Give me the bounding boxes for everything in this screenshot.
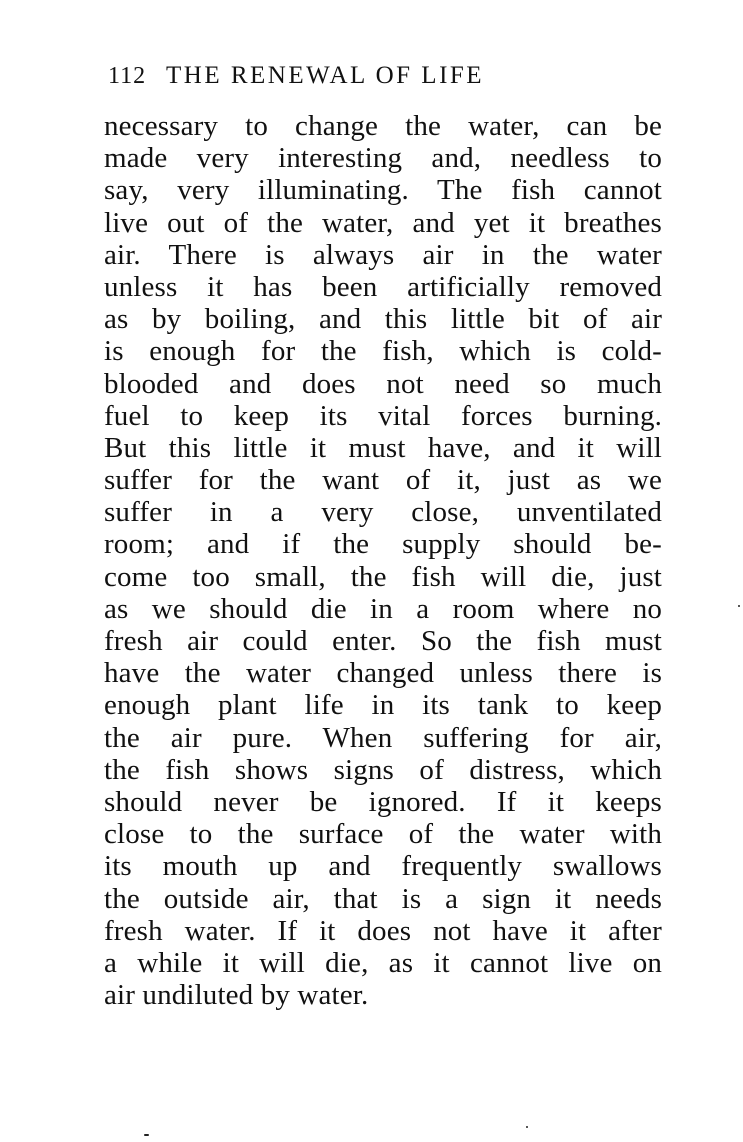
text-line: as by boiling, and this little bit of air <box>104 303 662 336</box>
text-line: suffer in a very close, unventilated <box>104 496 662 529</box>
text-line: fuel to keep its vital forces burning. <box>104 399 662 432</box>
text-line: as we should die in a room where no <box>104 592 662 625</box>
running-head <box>108 58 668 92</box>
text-line: unless it has been artificially removed <box>104 270 662 303</box>
text-line: air undiluted by water. <box>104 979 369 1012</box>
text-line: necessary to change the water, can be <box>104 110 662 142</box>
text-line: have the water changed unless there is <box>104 657 662 690</box>
text-line: fresh water. If it does not have it after <box>104 914 662 947</box>
text-line: the fish shows signs of distress, which <box>104 753 662 786</box>
text-line: say, very illuminating. The fish cannot <box>104 174 662 207</box>
text-line: blooded and does not need so much <box>104 367 662 400</box>
text-line: room; and if the supply should be- <box>104 528 662 561</box>
text-line: the air pure. When suffering for air, <box>104 721 662 754</box>
text-line: its mouth up and frequently swallows <box>104 850 662 883</box>
text-line: close to the surface of the water with <box>104 818 662 851</box>
text-line: air. There is always air in the water <box>104 238 662 271</box>
scan-speck <box>144 1134 149 1136</box>
text-line: a while it will die, as it cannot live on <box>104 946 662 979</box>
text-line: should never be ignored. If it keeps <box>104 785 662 818</box>
page-number: 112 <box>108 63 147 89</box>
scan-speck <box>526 1126 528 1128</box>
body-paragraph <box>104 110 662 1011</box>
text-line: suffer for the want of it, just as we <box>104 464 662 497</box>
text-line: come too small, the fish will die, just <box>104 560 662 593</box>
scan-speck <box>738 605 740 607</box>
text-line: live out of the water, and yet it breathes <box>104 206 662 239</box>
text-line: is enough for the fish, which is cold- <box>104 335 662 368</box>
text-line: But this little it must have, and it will <box>104 431 662 464</box>
text-line: the outside air, that is a sign it needs <box>104 882 662 915</box>
text-line: fresh air could enter. So the fish must <box>104 625 662 657</box>
running-title: THE RENEWAL OF LIFE <box>166 62 485 89</box>
text-line: made very interesting and, needless to <box>104 142 662 175</box>
text-line: enough plant life in its tank to keep <box>104 689 662 722</box>
